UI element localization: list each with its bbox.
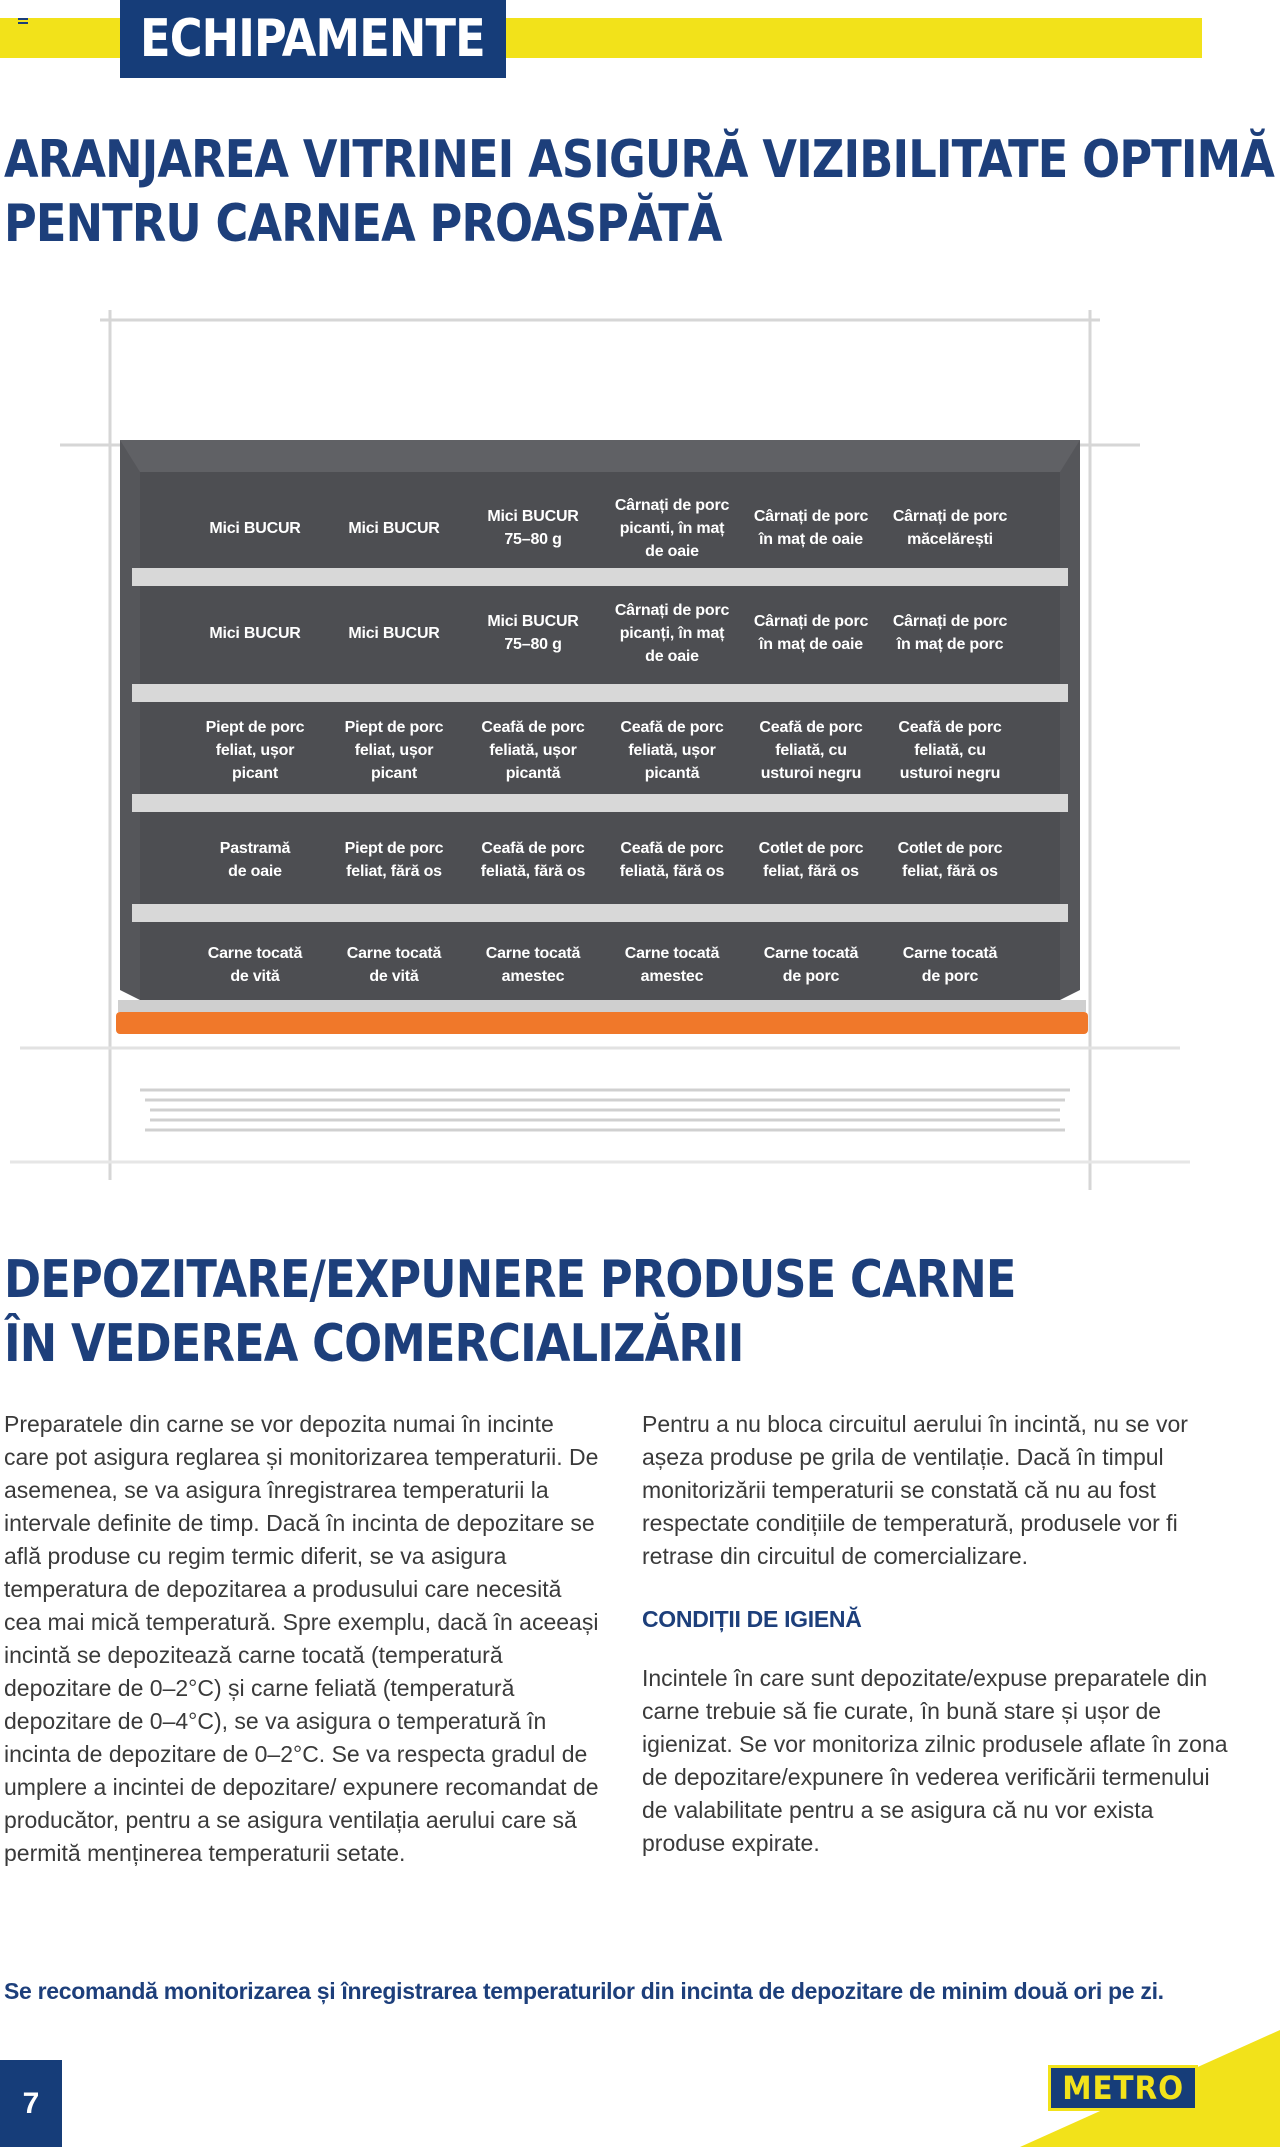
shelf-product-label: Piept de porc feliat, ușor picant	[205, 718, 305, 782]
price-strip	[116, 1012, 1088, 1034]
page-number: 7	[0, 2060, 62, 2147]
shelf-product-label: Mici BUCUR	[348, 519, 440, 537]
shelf-product-label: Mici BUCUR	[209, 624, 301, 642]
shelf-product-label: Ceafă de porc feliată, fără os	[480, 840, 586, 880]
corner-mark	[18, 18, 28, 24]
shelf-product-label: Ceafă de porc feliată, ușor picantă	[481, 718, 585, 782]
shelf-product-label: Carne tocată de vită	[346, 945, 442, 985]
shelf-product-label: Ceafă de porc feliată, cu usturoi negru	[898, 718, 1002, 782]
hygiene-heading: CONDIȚII DE IGIENĂ	[642, 1606, 862, 1632]
shelf-product-label: Cârnați de porc picanti, în maț de oaie	[614, 496, 730, 560]
section-heading	[4, 1248, 1016, 1376]
paragraph-hygiene: Incintele în care sunt depozitate/expuse preparatele din carne trebuie să fie curate, în bună stare și ușor de igienizat. Se vor monitoriza zilnic produsele aflate în zona de depozitare/expunere în vederea verificării termenului de valabilitate pentru a se asigura că nu vor exista produse expirate.	[642, 1665, 1228, 1856]
shelf-product-label: Cotlet de porc feliat, fără os	[897, 840, 1003, 880]
page-title	[4, 128, 1274, 256]
shelf-product-label: Mici BUCUR	[209, 519, 301, 537]
shelf-product-label: Mici BUCUR 75–80 g	[487, 508, 579, 548]
section-title: ECHIPAMENTE	[140, 9, 485, 69]
shelf-product-label: Cârnați de porc în maț de porc	[892, 613, 1008, 653]
body-right-column	[642, 1408, 1232, 1860]
shelf-product-label: Cârnați de porc picanți, în maț de oaie	[614, 601, 730, 665]
shelf-product-label: Ceafă de porc feliată, cu usturoi negru	[759, 718, 863, 782]
shelf-product-label: Carne tocată amestec	[624, 945, 720, 985]
metro-logo	[1048, 2065, 1198, 2111]
shelf-product-label: Cârnați de porc în maț de oaie	[753, 508, 869, 548]
shelf-product-label: Carne tocată amestec	[485, 945, 581, 985]
metro-logo-text: METRO	[1062, 2069, 1184, 2107]
shelf-product-label: Mici BUCUR	[348, 624, 440, 642]
shelf-product-label: Cotlet de porc feliat, fără os	[758, 840, 864, 880]
shelf-product-label: Mici BUCUR 75–80 g	[487, 613, 579, 653]
page-title-line-2: PENTRU CARNEA PROASPĂTĂ	[4, 194, 722, 254]
section-heading-line-1: DEPOZITARE/EXPUNERE PRODUSE CARNE	[4, 1250, 1016, 1310]
paragraph-ventilation: Pentru a nu bloca circuitul aerului în incintă, nu se vor așeza produse pe grila de ventilație. Dacă în timpul monitorizării temperaturii se constată că nu au fost respectate condițiile de temperatură, produsele vor fi retrase din circuitul de comercializare.	[642, 1411, 1188, 1569]
shelf-product-label: Carne tocată de porc	[763, 945, 859, 985]
paragraph-storage: Preparatele din carne se vor depozita numai în incinte care pot asigura reglarea și monitorizarea temperaturii. De asemenea, se va asigura înregistrarea temperaturii la intervale definite de timp. Dacă în incinta de depozitare se află produse cu regim termic diferit, se va asigura temperatura de depozitarea a produsului care necesită cea mai mică temperatură. Spre exemplu, dacă în aceeași incintă se depozitează carne tocată (temperatură depozitare de 0–2°C) și carne feliată (temperatură depozitare de 0–4°C), se va asigura o temperatură în incinta de depozitare de 0–2°C. Se va respecta gradul de umplere a incintei de depozitare/ expunere recomandat de producător, pentru a se asigura ventilația aerului care să permită menținerea temperaturii setate.	[4, 1411, 599, 1866]
section-heading-line-2: ÎN VEDEREA COMERCIALIZĂRII	[4, 1314, 744, 1374]
shelf-product-label: Ceafă de porc feliată, ușor picantă	[620, 718, 724, 782]
shelf-product-label: Cârnați de porc măcelărești	[892, 508, 1008, 548]
section-tab	[120, 0, 506, 78]
display-case-illustration	[0, 300, 1200, 1200]
shelf-product-label: Piept de porc feliat, fără os	[344, 840, 444, 880]
page-title-line-1: ARANJAREA VITRINEI ASIGURĂ VIZIBILITATE OPTIMĂ	[4, 130, 1275, 190]
shelf-product-label: Cârnați de porc în maț de oaie	[753, 613, 869, 653]
body-left-column	[4, 1408, 604, 1870]
shelf-product-label: Piept de porc feliat, ușor picant	[344, 718, 444, 782]
shelf-product-label: Carne tocată de vită	[207, 945, 303, 985]
shelf-product-label: Pastramă de oaie	[219, 840, 291, 880]
shelf-product-label: Ceafă de porc feliată, fără os	[619, 840, 725, 880]
recommendation-note: Se recomandă monitorizarea și înregistrarea temperaturilor din incinta de depozitare de minim două ori pe zi.	[4, 1978, 1164, 2004]
shelf-product-label: Carne tocată de porc	[902, 945, 998, 985]
